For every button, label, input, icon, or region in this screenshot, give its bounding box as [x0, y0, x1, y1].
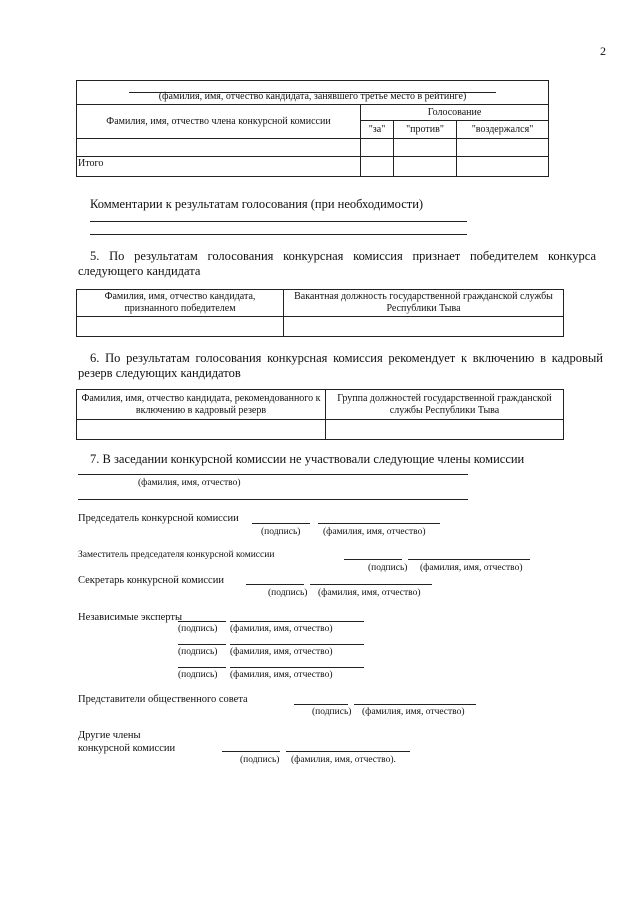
fio-caption: (фамилия, имя, отчество): [230, 647, 333, 657]
other-members-label-1: Другие члены: [78, 730, 141, 741]
signature-caption: (подпись): [178, 670, 218, 680]
fio-caption: (фамилия, имя, отчество): [318, 588, 421, 598]
secretary-name-line: [310, 584, 432, 585]
table-cell: [361, 139, 394, 157]
table-cell: [77, 317, 284, 337]
fio-caption: (фамилия, имя, отчество): [230, 670, 333, 680]
voting-column-header: Голосование: [361, 105, 549, 121]
vote-against-header: "против": [394, 121, 457, 139]
chairman-name-line: [318, 523, 440, 524]
total-label: Итого: [77, 157, 361, 177]
absent-members-line-2: [78, 499, 468, 500]
experts-label: Независимые эксперты: [78, 612, 183, 623]
secretary-label: Секретарь конкурсной комиссии: [78, 575, 224, 586]
page-number: 2: [600, 44, 606, 58]
signature-caption: (подпись): [240, 755, 280, 765]
reserve-candidate-header: Фамилия, имя, отчество кандидата, рекомендованного к включению в кадровый резерв: [77, 390, 326, 420]
signature-caption: (подпись): [178, 647, 218, 657]
comments-line-2: [90, 234, 467, 235]
member-column-header: Фамилия, имя, отчество члена конкурсной комиссии: [77, 105, 361, 139]
table-cell: [361, 157, 394, 177]
total-row: [77, 157, 549, 177]
signature-caption: (подпись): [312, 707, 352, 717]
vote-for-header: "за": [361, 121, 394, 139]
table-cell: [77, 139, 361, 157]
voting-table-title-row: [77, 81, 549, 105]
fio-caption: (фамилия, имя, отчество): [362, 707, 465, 717]
other-members-label-2: конкурсной комиссии: [78, 743, 176, 754]
expert-name-line: [230, 621, 364, 622]
table-row: [77, 317, 564, 337]
signature-caption: (подпись): [178, 624, 218, 634]
reserve-table-header-row: [77, 390, 564, 420]
chairman-signature-line: [252, 523, 310, 524]
deputy-label: Заместитель председателя конкурсной комиссии: [78, 550, 275, 560]
secretary-signature-line: [246, 584, 304, 585]
signature-caption: (подпись): [268, 588, 308, 598]
section-7-text: 7. В заседании конкурсной комиссии не участвовали следующие члены комиссии: [90, 452, 525, 466]
signature-caption: (подпись): [368, 563, 408, 573]
vote-abstain-header: "воздержался": [457, 121, 549, 139]
chairman-label: Председатель конкурсной комиссии: [78, 513, 239, 524]
representatives-label: Представители общественного совета: [78, 694, 248, 705]
fio-caption: (фамилия, имя, отчество): [230, 624, 333, 634]
other-members-name-line: [286, 751, 410, 752]
absent-members-caption: (фамилия, имя, отчество): [138, 478, 241, 488]
winner-table: [76, 289, 564, 337]
voting-table-header-row: [77, 105, 549, 121]
table-cell: [394, 139, 457, 157]
comments-label: Комментарии к результатам голосования (при необходимости): [90, 197, 424, 211]
representatives-signature-line: [294, 704, 348, 705]
expert-signature-line: [178, 644, 226, 645]
expert-name-line: [230, 667, 364, 668]
reserve-table: [76, 389, 564, 440]
winner-name-header: Фамилия, имя, отчество кандидата, признанного победителем: [77, 290, 284, 317]
table-cell: [457, 157, 549, 177]
representatives-name-line: [354, 704, 476, 705]
table-row: [77, 420, 564, 440]
deputy-signature-line: [344, 559, 402, 560]
deputy-name-line: [408, 559, 530, 560]
winner-table-header-row: [77, 290, 564, 317]
fio-caption: (фамилия, имя, отчество): [323, 527, 426, 537]
expert-signature-line: [178, 667, 226, 668]
table-cell: [284, 317, 564, 337]
other-members-signature-line: [222, 751, 280, 752]
section-6-text: 6. По результатам голосования конкурсная комиссия рекомендует к включению в кадровый резерв следующих кандидатов: [78, 351, 603, 380]
absent-members-line-1: [78, 474, 468, 475]
candidate-caption: (фамилия, имя, отчество кандидата, занявшего третье место в рейтинге): [158, 91, 467, 102]
table-row: [77, 139, 549, 157]
expert-signature-line: [178, 621, 226, 622]
table-cell: [394, 157, 457, 177]
voting-table: [76, 80, 549, 177]
table-cell: [457, 139, 549, 157]
vacant-position-header: Вакантная должность государственной гражданской службы Республики Тыва: [284, 290, 564, 317]
fio-caption: (фамилия, имя, отчество).: [291, 755, 396, 765]
comments-line-1: [90, 221, 467, 222]
signature-caption: (подпись): [261, 527, 301, 537]
table-cell: [326, 420, 564, 440]
fio-caption: (фамилия, имя, отчество): [420, 563, 523, 573]
table-cell: [77, 420, 326, 440]
section-5-text: 5. По результатам голосования конкурсная комиссия признает победителем конкурса следующего кандидата: [78, 249, 596, 278]
expert-name-line: [230, 644, 364, 645]
position-group-header: Группа должностей государственной гражданской службы Республики Тыва: [326, 390, 564, 420]
